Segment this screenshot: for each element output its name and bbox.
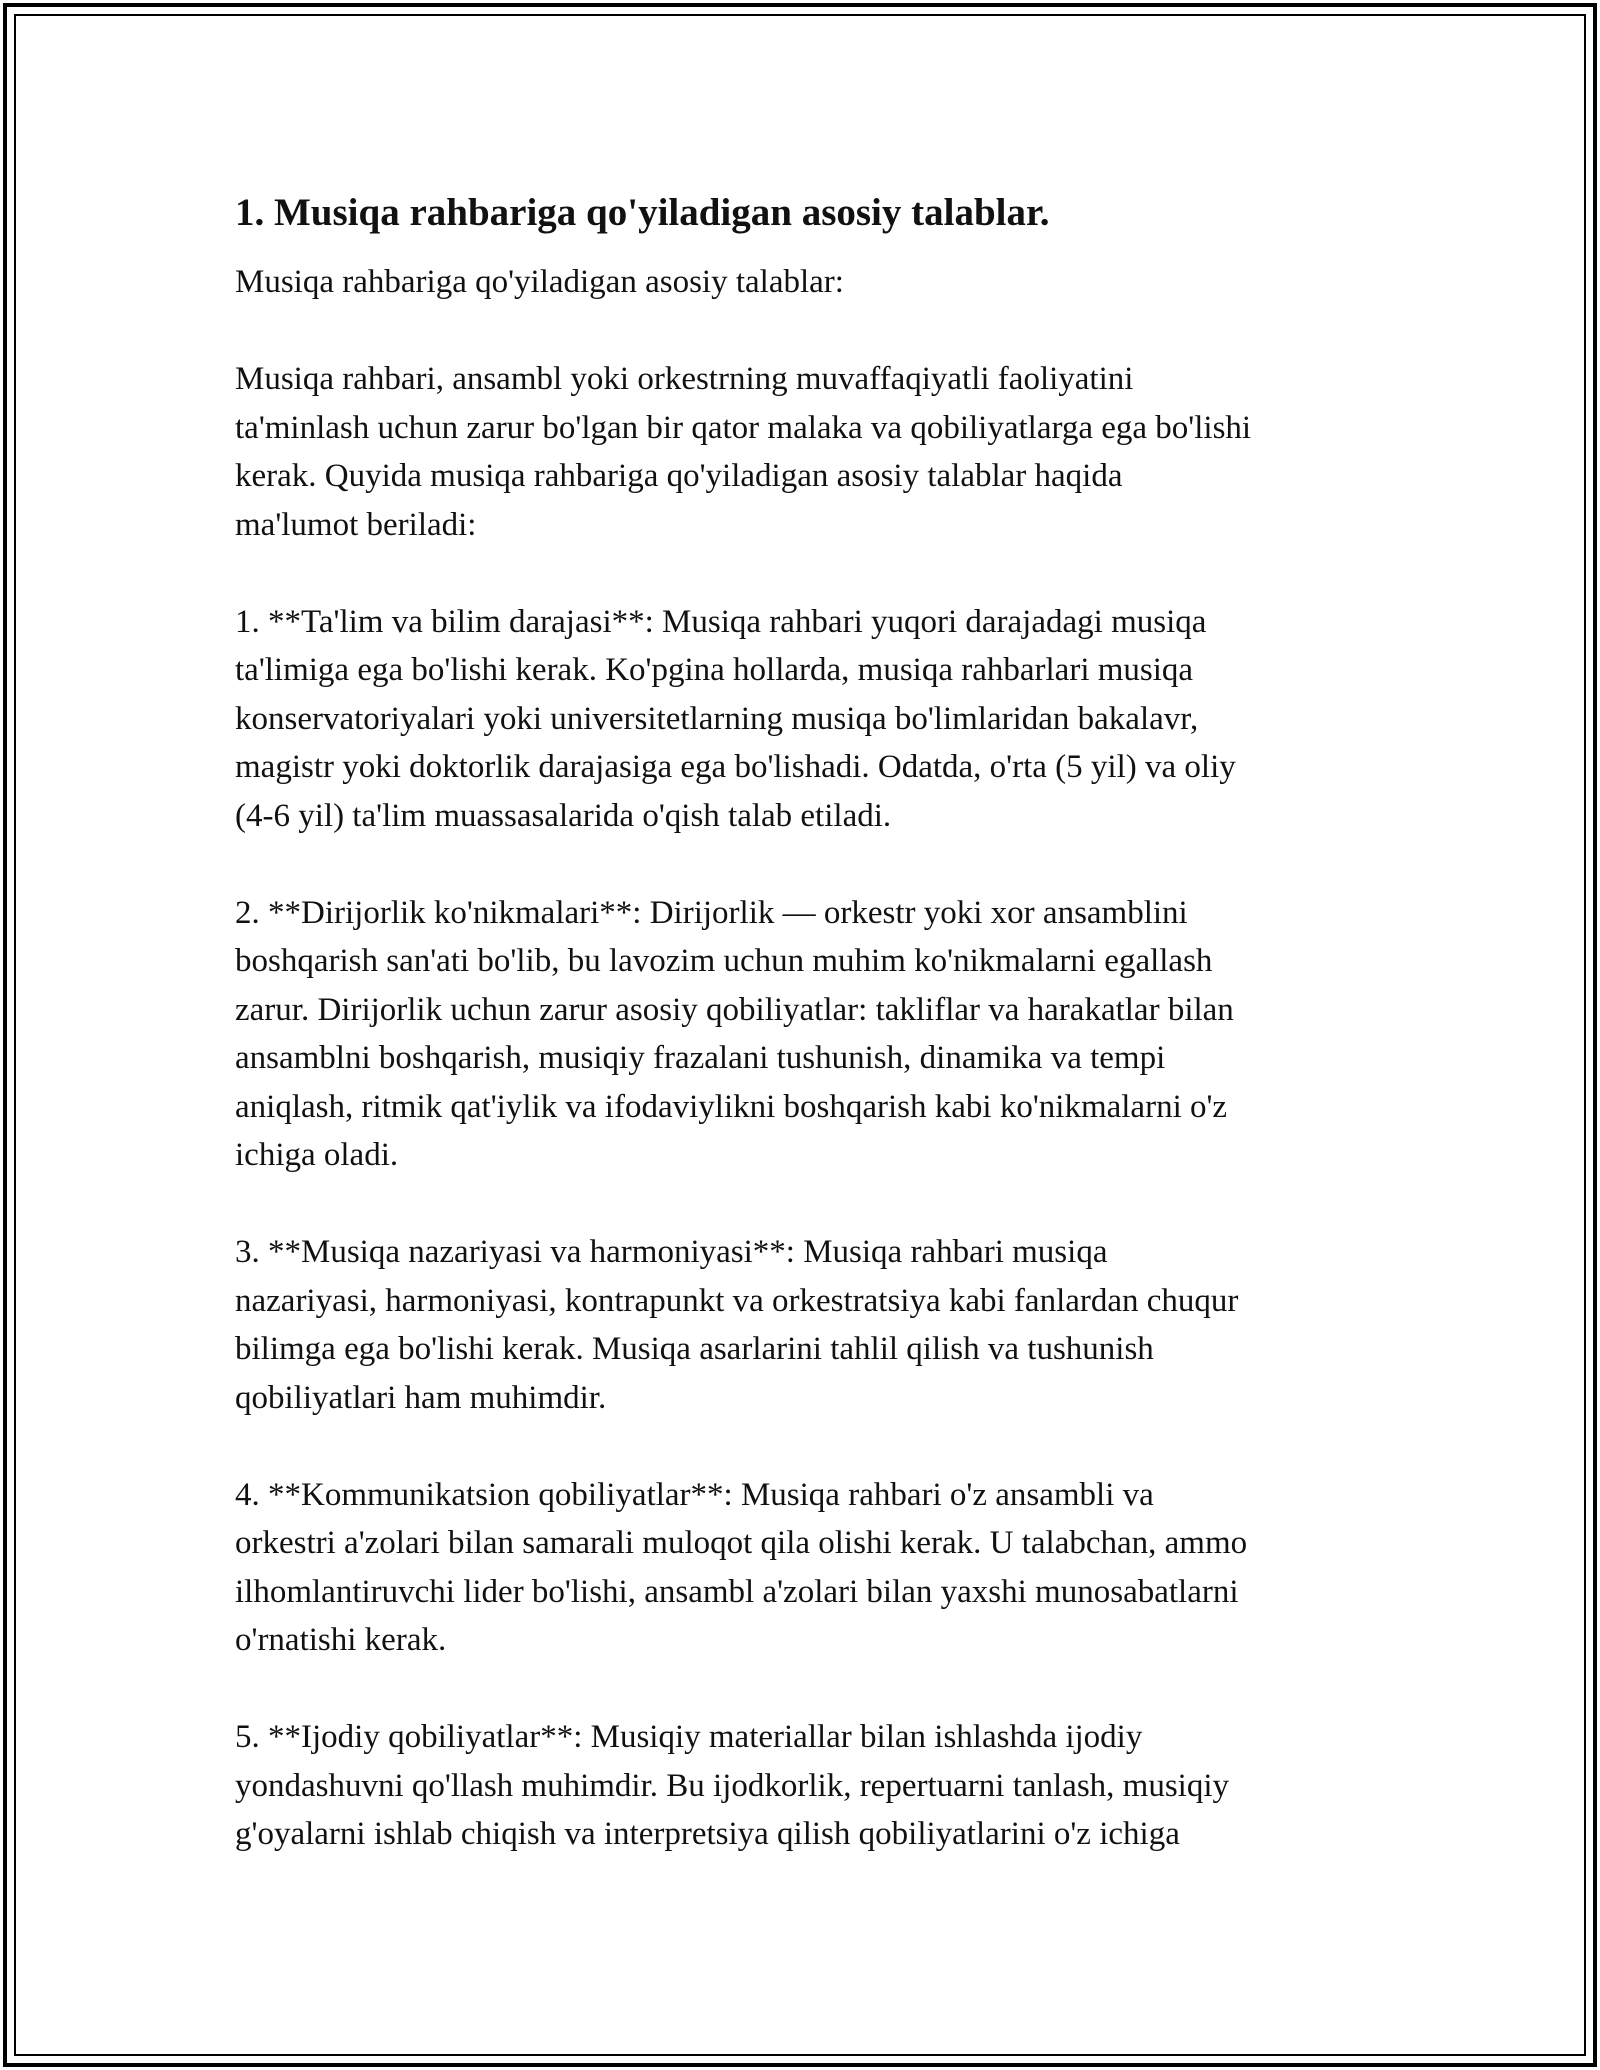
paragraph-line: g'oyalarni ishlab chiqish va interpretsiya qilish qobiliyatlarini o'z ichiga [235, 1816, 1180, 1852]
paragraph-line: orkestri a'zolari bilan samarali muloqot qila olishi kerak. U talabchan, ammo [235, 1525, 1248, 1561]
document-title: 1. Musiqa rahbariga qo'yiladigan asosiy talablar. [235, 191, 1050, 234]
paragraph-line: (4-6 yil) ta'lim muassasalarida o'qish talab etiladi. [235, 797, 892, 834]
document-page [235, 188, 1385, 1859]
paragraph-line: aniqlash, ritmik qat'iylik va ifodaviylikni boshqarish kabi ko'nikmalarni o'z [235, 1088, 1228, 1125]
paragraph-line: 1. **Ta'lim va bilim darajasi**: Musiqa rahbari yuqori darajadagi musiqa [235, 603, 1207, 640]
paragraph-line: kerak. Quyida musiqa rahbariga qo'yiladigan asosiy talablar haqida [235, 458, 1123, 494]
paragraph-line: yondashuvni qo'llash muhimdir. Bu ijodkorlik, repertuarni tanlash, musiqiy [235, 1767, 1230, 1804]
paragraph-line: o'rnatishi kerak. [235, 1622, 447, 1658]
intro-paragraph [235, 355, 1385, 549]
paragraph-line: ma'lumot beriladi: [235, 506, 477, 543]
paragraph-line: bilimga ega bo'lishi kerak. Musiqa asarlarini tahlil qilish va tushunish [235, 1331, 1154, 1367]
paragraph-line: 5. **Ijodiy qobiliyatlar**: Musiqiy materiallar bilan ishlashda ijodiy [235, 1719, 1143, 1755]
paragraph-line: magistr yoki doktorlik darajasiga ega bo'lishadi. Odatda, o'rta (5 yil) va oliy [235, 749, 1236, 785]
paragraph-line: konservatoriyalari yoki universitetlarning musiqa bo'limlaridan bakalavr, [235, 700, 1199, 737]
requirement-1-paragraph [235, 598, 1385, 841]
paragraph-line: 4. **Kommunikatsion qobiliyatlar**: Musiqa rahbari o'z ansambli va [235, 1476, 1154, 1513]
paragraph-line: qobiliyatlari ham muhimdir. [235, 1379, 607, 1416]
paragraph-line: 3. **Musiqa nazariyasi va harmoniyasi**: Musiqa rahbari musiqa [235, 1234, 1108, 1270]
paragraph-line: ta'minlash uchun zarur bo'lgan bir qator malaka va qobiliyatlarga ega bo'lishi [235, 409, 1252, 446]
requirement-4-paragraph [235, 1471, 1385, 1665]
requirement-3-paragraph [235, 1228, 1385, 1422]
requirement-2-paragraph [235, 889, 1385, 1180]
paragraph-line: zarur. Dirijorlik uchun zarur asosiy qobiliyatlar: takliflar va harakatlar bilan [235, 991, 1234, 1028]
paragraph-line: ichiga oladi. [235, 1137, 399, 1173]
paragraph-line: 2. **Dirijorlik ko'nikmalari**: Dirijorlik — orkestr yoki xor ansamblini [235, 894, 1188, 931]
paragraph-line: Musiqa rahbari, ansambl yoki orkestrning muvaffaqiyatli faoliyatini [235, 361, 1134, 397]
paragraph-line: nazariyasi, harmoniyasi, kontrapunkt va orkestratsiya kabi fanlardan chuqur [235, 1282, 1239, 1319]
document-subtitle: Musiqa rahbariga qo'yiladigan asosiy talablar: [235, 264, 844, 300]
requirement-5-paragraph [235, 1713, 1385, 1859]
paragraph-line: ta'limiga ega bo'lishi kerak. Ko'pgina hollarda, musiqa rahbarlari musiqa [235, 652, 1194, 688]
paragraph-line: ansamblni boshqarish, musiqiy frazalani tushunish, dinamika va tempi [235, 1040, 1166, 1076]
paragraph-line: boshqarish san'ati bo'lib, bu lavozim uchun muhim ko'nikmalarni egallash [235, 943, 1213, 979]
paragraph-line: ilhomlantiruvchi lider bo'lishi, ansambl a'zolari bilan yaxshi munosabatlarni [235, 1573, 1239, 1610]
